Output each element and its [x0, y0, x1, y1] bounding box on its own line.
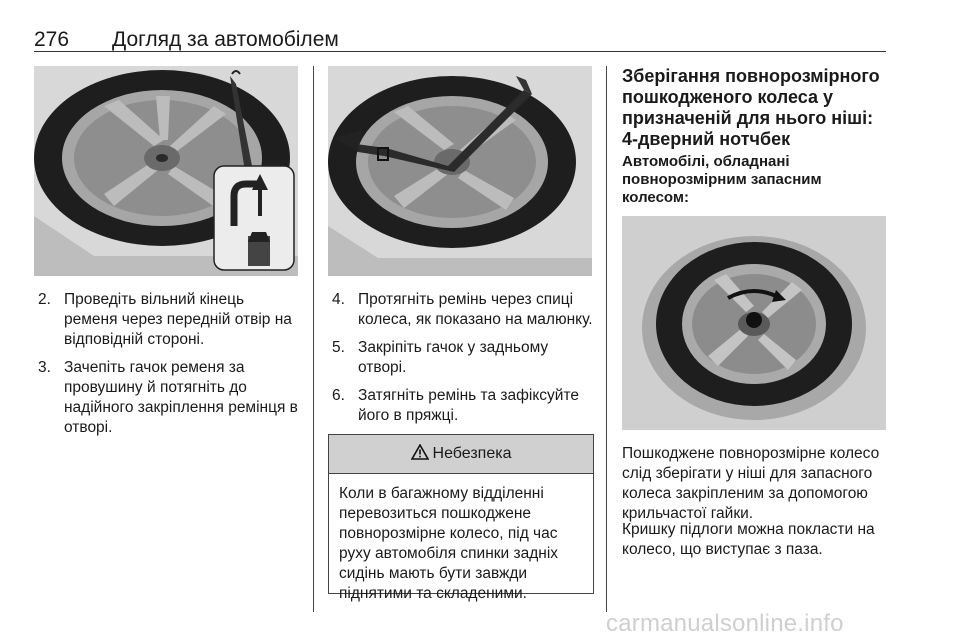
spare-wheel-in-recess-figure: [622, 216, 886, 430]
step-item: [332, 338, 594, 378]
step-number: 2.: [38, 291, 51, 308]
step-number: 4.: [332, 291, 345, 308]
spare-wheel-strap-through-hole-figure: [34, 66, 298, 276]
header-rule: [34, 51, 886, 52]
step-text: Затягніть ремінь та зафіксуйте його в пряжці.: [358, 387, 579, 424]
body-paragraph: Пошкоджене повнорозмірне колесо слід зберігати у ніші для запасного колеса закріпленим за допомогою крильчастої гайки.: [622, 445, 880, 522]
body-paragraph: Кришку підлоги можна покласти на колесо, що виступає з паза.: [622, 521, 875, 558]
column-divider: [313, 66, 314, 612]
step-text: Проведіть вільний кінець ременя через передній отвір на відповідній стороні.: [64, 291, 292, 348]
warning-text: Коли в багажному відділенні перевозиться пошкоджене повнорозмірне колесо, під час руху автомобіля спинки задніх сидінь мають бути завжди піднятими та складеними.: [339, 485, 559, 602]
step-text: Протягніть ремінь через спиці колеса, як показано на малюнку.: [358, 291, 593, 328]
warning-header: [329, 435, 593, 474]
step-number: 6.: [332, 387, 345, 404]
warning-title: Небезпека: [432, 445, 512, 462]
warning-box: [328, 434, 594, 602]
step-item: [332, 386, 594, 426]
step-text: Зачепіть гачок ременя за провушину й потягніть до надійного закріплення ремінця в отворі.: [64, 359, 298, 436]
steps-list-left: [38, 290, 300, 446]
step-number: 5.: [332, 339, 345, 356]
column-divider: [606, 66, 607, 612]
step-text: Закріпіть гачок у задньому отворі.: [358, 339, 549, 376]
spare-wheel-strap-tighten-figure: [328, 66, 592, 276]
steps-list-middle: [332, 290, 594, 434]
step-item: [38, 290, 300, 350]
watermark: carmanualsonline.info: [606, 610, 844, 637]
step-item: [332, 290, 594, 330]
page-title: Догляд за автомобілем: [112, 28, 339, 51]
page-header: [34, 22, 886, 52]
section-heading: Зберігання повнорозмірного пошкодженого колеса у призначеній для нього ніші: 4-дверний нотчбек: [622, 66, 880, 149]
step-number: 3.: [38, 359, 51, 376]
warning-triangle-icon: [411, 444, 429, 465]
section-subheading: Автомобілі, обладнані повнорозмірним запасним колесом:: [622, 153, 822, 206]
step-item: [38, 358, 300, 438]
page-number: 276: [34, 28, 70, 51]
